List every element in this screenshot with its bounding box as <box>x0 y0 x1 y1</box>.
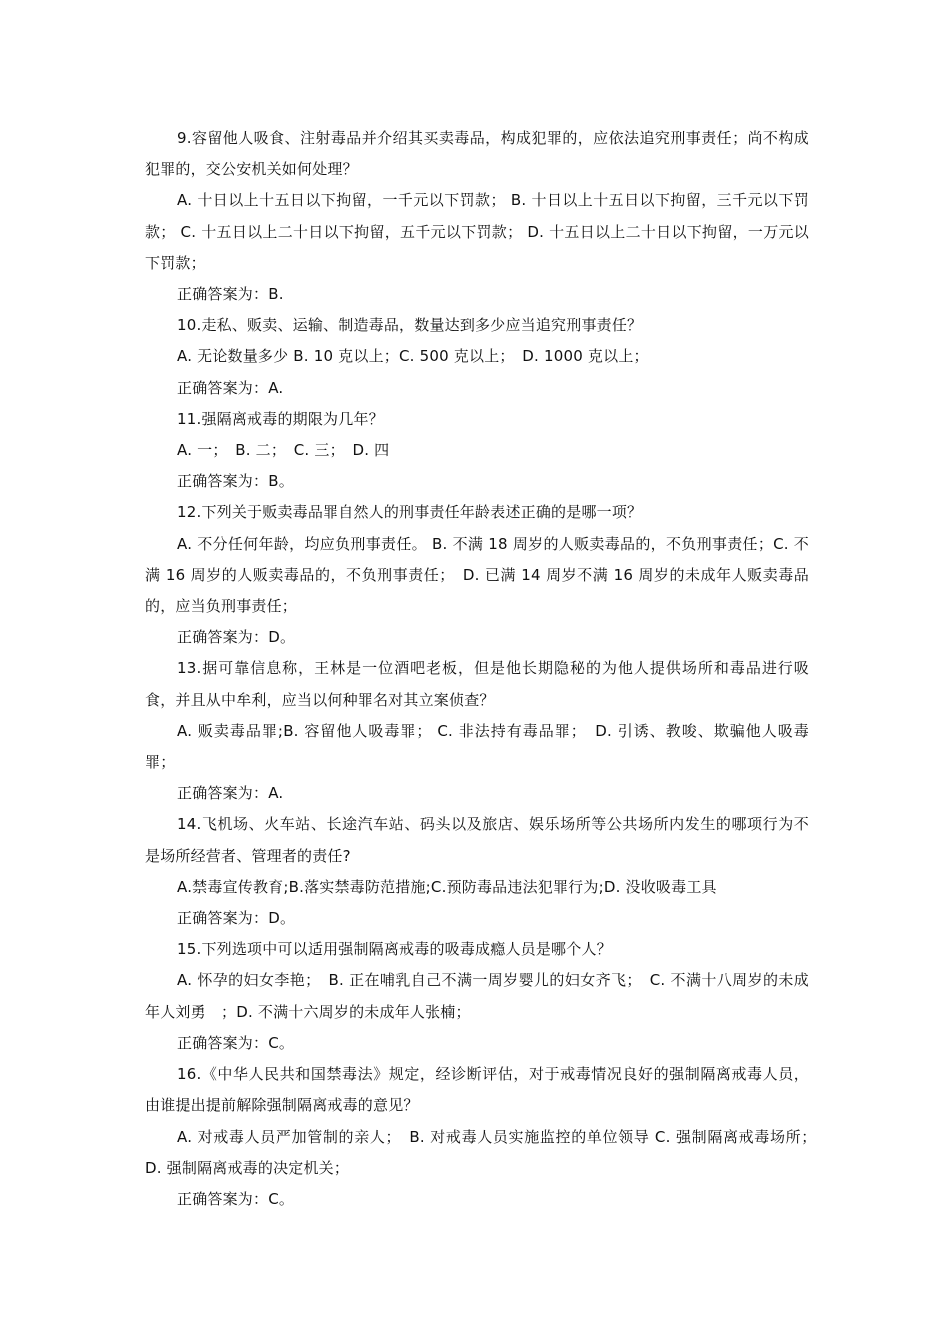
question-answer: 正确答案为：C。 <box>177 1189 295 1208</box>
question-options: A. 不分任何年龄，均应负刑事责任。 B. 不满 18 周岁的人贩卖毒品的，不负刑事责任；C. 不满 16 周岁的人贩卖毒品的，不负刑事责任； D. 已满 14 周岁不满 16 周岁的未成年人贩卖毒品的，应当负刑事责任； <box>145 534 809 616</box>
question-text: 12.下列关于贩卖毒品罪自然人的刑事责任年龄表述正确的是哪一项？ <box>177 503 643 522</box>
question-item-15 <box>145 934 809 1059</box>
question-item-11 <box>145 404 809 498</box>
question-options: A. 无论数量多少 B. 10 克以上；C. 500 克以上； D. 1000 克以上； <box>177 347 649 366</box>
question-options: A. 对戒毒人员严加管制的亲人； B. 对戒毒人员实施监控的单位领导 C. 强制隔离戒毒场所； D. 强制隔离戒毒的决定机关； <box>145 1127 825 1177</box>
question-options: A. 一； B. 二； C. 三； D. 四 <box>177 441 390 460</box>
question-text: 16.《中华人民共和国禁毒法》规定，经诊断评估，对于戒毒情况良好的强制隔离戒毒人员，由谁提出提前解除强制隔离戒毒的意见？ <box>145 1065 809 1115</box>
question-options: A.禁毒宣传教育;B.落实禁毒防范措施;C.预防毒品违法犯罪行为;D. 没收吸毒工具 <box>177 877 717 896</box>
question-options: A. 十日以上十五日以下拘留，一千元以下罚款； B. 十日以上十五日以下拘留，三千元以下罚款； C. 十五日以上二十日以下拘留，五千元以下罚款； D. 十五日以上二十日以下拘留，一万元以下罚款； <box>145 191 809 272</box>
question-item-10 <box>145 310 809 404</box>
question-answer: 正确答案为：A. <box>177 784 284 803</box>
question-list <box>145 123 825 1215</box>
question-answer: 正确答案为：B。 <box>177 472 294 491</box>
question-text: 14.飞机场、火车站、长途汽车站、码头以及旅店、娱乐场所等公共场所内发生的哪项行为不是场所经营者、管理者的责任? <box>145 815 809 865</box>
question-options: A. 怀孕的妇女李艳； B. 正在哺乳自己不满一周岁婴儿的妇女齐飞； C. 不满十八周岁的未成年人刘勇 ；D. 不满十六周岁的未成年人张楠； <box>145 971 809 1021</box>
question-item-12 <box>145 497 809 653</box>
question-item-9 <box>145 123 809 310</box>
question-item-14 <box>145 809 809 934</box>
question-answer: 正确答案为：D。 <box>177 628 296 647</box>
question-answer: 正确答案为：B. <box>177 285 284 304</box>
question-text: 11.强隔离戒毒的期限为几年？ <box>177 409 384 428</box>
question-text: 10.走私、贩卖、运输、制造毒品，数量达到多少应当追究刑事责任？ <box>177 316 643 335</box>
question-text: 13.据可靠信息称，王林是一位酒吧老板，但是他长期隐秘的为他人提供场所和毒品进行吸食，并且从中牟利，应当以何种罪名对其立案侦查？ <box>145 659 809 709</box>
question-item-13 <box>145 653 809 809</box>
question-answer: 正确答案为：A. <box>177 378 284 397</box>
question-item-16 <box>145 1059 825 1215</box>
question-text: 9.容留他人吸食、注射毒品并介绍其买卖毒品，构成犯罪的，应依法追究刑事责任；尚不构成犯罪的，交公安机关如何处理？ <box>145 129 809 179</box>
question-text: 15.下列选项中可以适用强制隔离戒毒的吸毒成瘾人员是哪个人？ <box>177 940 612 959</box>
question-answer: 正确答案为：C。 <box>177 1033 295 1052</box>
question-answer: 正确答案为：D。 <box>177 909 296 928</box>
question-options: A. 贩卖毒品罪;B. 容留他人吸毒罪； C. 非法持有毒品罪； D. 引诱、教唆、欺骗他人吸毒罪； <box>145 721 809 772</box>
